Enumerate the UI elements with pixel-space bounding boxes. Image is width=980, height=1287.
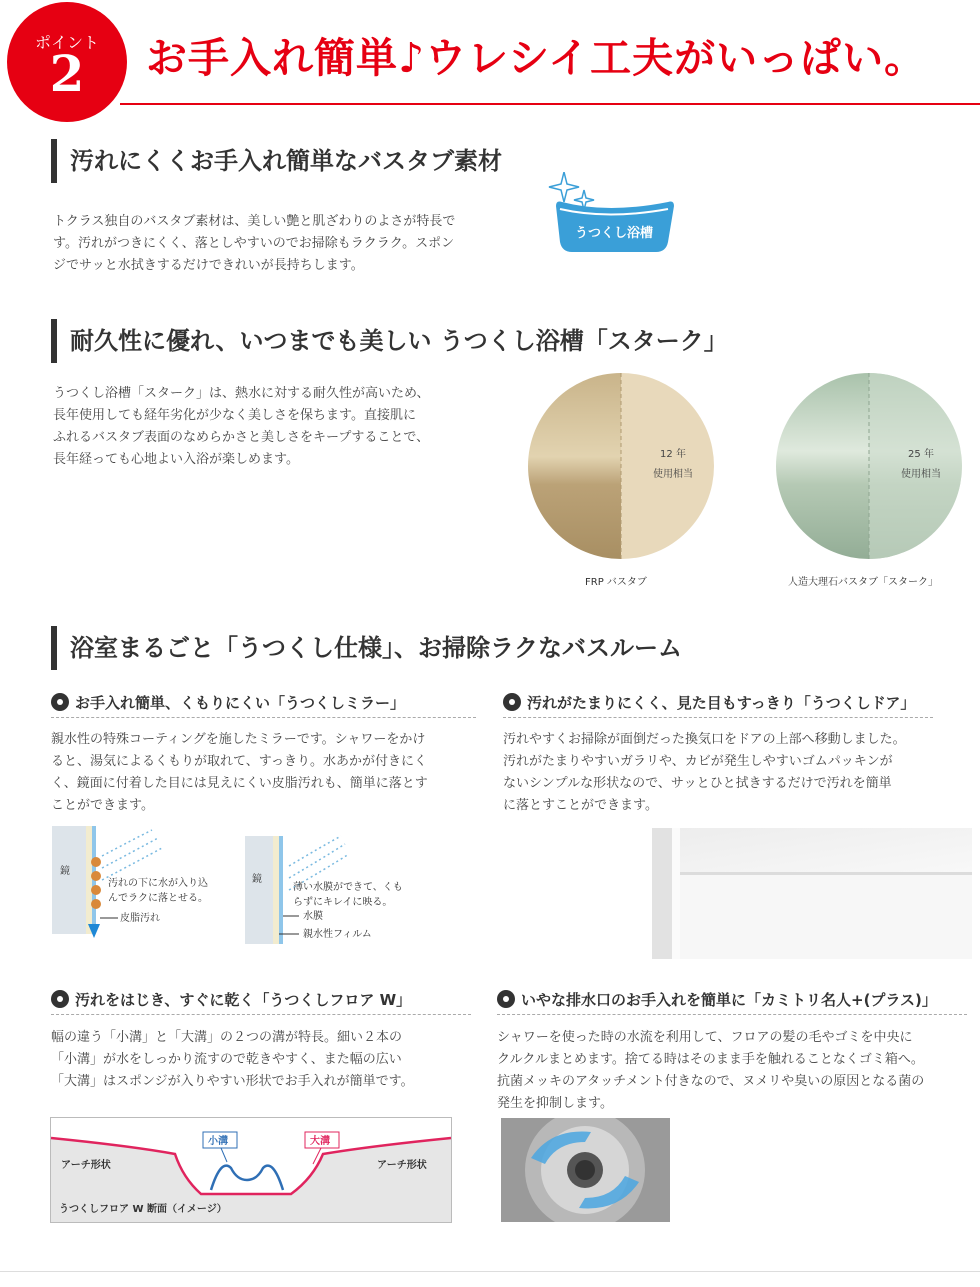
large-groove-label: 大溝 bbox=[310, 1136, 330, 1147]
diagram-note: 汚れの下に水が入り込 bbox=[108, 878, 208, 889]
hydrophilic-film-label: 親水性フィルム bbox=[303, 929, 372, 940]
header-divider bbox=[120, 103, 980, 105]
text-line: シャワーを使った時の水流を利用して、フロアの髪の毛やゴミを中央に bbox=[497, 1030, 913, 1045]
stark-caption: 人造大理石バスタブ「スターク」 bbox=[788, 577, 938, 588]
years-text: 12 年 bbox=[660, 449, 686, 460]
stark-description bbox=[53, 383, 493, 471]
text-line: ふれるバスタブ表面のなめらかさと美しさをキープすることで、 bbox=[53, 430, 430, 445]
sparkle-bathtub-icon bbox=[548, 172, 678, 262]
drain-description bbox=[497, 1027, 977, 1115]
mirror-label: 鏡 bbox=[60, 866, 70, 877]
logo-text: うつくし浴槽 bbox=[574, 226, 653, 241]
mirror-diagram-film bbox=[245, 830, 425, 946]
text-line: 発生を抑制します。 bbox=[497, 1096, 613, 1111]
mirror-description bbox=[51, 729, 491, 817]
mirror-label: 鏡 bbox=[252, 874, 262, 885]
usage-text: 使用相当 bbox=[653, 469, 693, 480]
text-line: 「大溝」はスポンジが入りやすい形状でお手入れが簡単です。 bbox=[51, 1074, 414, 1089]
text-line: 親水性の特殊コーティングを施したミラーです。シャワーをかけ bbox=[51, 732, 426, 747]
text-line: トクラス独自のバスタブ素材は、美しい艶と肌ざわりのよさが特長で bbox=[53, 214, 456, 229]
bullet-icon bbox=[497, 990, 515, 1008]
floor-description bbox=[51, 1027, 481, 1093]
text-line: 「小溝」が水をしっかり流すので乾きやすく、また幅の広い bbox=[51, 1052, 402, 1067]
text-line: ジでサッと水拭きするだけできれいが長持ちします。 bbox=[53, 258, 364, 273]
text-line: 汚れやすくお掃除が面倒だった換気口をドアの上部へ移動しました。 bbox=[503, 732, 906, 747]
sebum-label: 皮脂汚れ bbox=[120, 913, 160, 924]
text-line: ないシンプルな形状なので、サッとひと拭きするだけで汚れを簡単 bbox=[503, 776, 892, 791]
water-film-label: 水膜 bbox=[303, 911, 323, 922]
bullet-icon bbox=[503, 693, 521, 711]
diagram-note: らずにキレイに映る。 bbox=[293, 897, 393, 908]
point-badge-number: 2 bbox=[49, 44, 85, 103]
floor-diagram-caption: うつくしフロア W 断面（イメージ） bbox=[59, 1204, 227, 1215]
frp-caption: FRP バスタブ bbox=[585, 577, 647, 588]
frp-years-label bbox=[638, 445, 708, 485]
text-line: 長年経っても心地よい入浴が楽しめます。 bbox=[53, 452, 299, 467]
text-line: 汚れがたまりやすいガラリや、カビが発生しやすいゴムパッキンが bbox=[503, 754, 893, 769]
point-badge bbox=[7, 2, 127, 122]
door-description bbox=[503, 729, 973, 817]
text-line: に落とすことができます。 bbox=[503, 798, 658, 813]
diagram-note: んでラクに落とせる。 bbox=[108, 893, 208, 904]
small-groove-label: 小溝 bbox=[208, 1136, 228, 1147]
point-badge-label: ポイント bbox=[34, 33, 99, 52]
door-heading bbox=[503, 688, 933, 718]
mirror-diagram-sebum bbox=[52, 826, 232, 944]
text-line: 幅の違う「小溝」と「大溝」の２つの溝が特長。細い２本の bbox=[51, 1030, 403, 1045]
floor-cross-section-diagram bbox=[50, 1117, 452, 1223]
text-line: 抗菌メッキのアタッチメント付きなので、ヌメリや臭いの原因となる菌の bbox=[497, 1074, 925, 1089]
footer-divider bbox=[0, 1271, 980, 1272]
drain-heading-text: いやな排水口のお手入れを簡単に「カミトリ名人+(プラス)」 bbox=[521, 991, 937, 1009]
bullet-icon bbox=[51, 693, 69, 711]
years-text: 25 年 bbox=[908, 449, 934, 460]
text-line: ことができます。 bbox=[51, 798, 154, 813]
mirror-heading-text: お手入れ簡単、くもりにくい「うつくしミラー」 bbox=[75, 694, 406, 712]
stark-years-label bbox=[886, 445, 956, 485]
drain-heading bbox=[497, 985, 967, 1015]
usage-text: 使用相当 bbox=[901, 469, 941, 480]
page-title: お手入れ簡単♪ウレシイ工夫がいっぱい。 bbox=[146, 34, 927, 82]
section-heading-stark: 耐久性に優れ、いつまでも美しい うつくし浴槽「スターク」 bbox=[51, 319, 728, 363]
text-line: うつくし浴槽「スターク」は、熱水に対する耐久性が高いため、 bbox=[53, 386, 430, 401]
floor-heading bbox=[51, 985, 471, 1015]
diagram-note: 薄い水膜ができて、くも bbox=[293, 882, 403, 893]
section-heading-bathroom: 浴室まるごと「うつくし仕様」、お掃除ラクなバスルーム bbox=[51, 626, 682, 670]
text-line: す。汚れがつきにくく、落としやすいのでお掃除もラクラク。スポン bbox=[53, 236, 455, 251]
text-line: クルクルまとめます。捨てる時はそのまま手を触れることなくゴミ箱へ。 bbox=[497, 1052, 924, 1067]
arch-left-label: アーチ形状 bbox=[61, 1160, 111, 1171]
text-line: く、鏡面に付着した目には見えにくい皮脂汚れも、簡単に落とす bbox=[51, 776, 428, 791]
section-heading-material: 汚れにくくお手入れ簡単なバスタブ素材 bbox=[51, 139, 502, 183]
material-description bbox=[53, 211, 523, 277]
door-photo bbox=[652, 828, 972, 959]
text-line: 長年使用しても経年劣化が少なく美しさを保ちます。直接肌に bbox=[53, 408, 416, 423]
bullet-icon bbox=[51, 990, 69, 1008]
door-heading-text: 汚れがたまりにくく、見た目もすっきり「うつくしドア」 bbox=[527, 694, 916, 712]
text-line: ると、湯気によるくもりが取れて、すっきり。水あかが付きにく bbox=[51, 754, 427, 769]
drain-photo bbox=[501, 1118, 670, 1222]
arch-right-label: アーチ形状 bbox=[377, 1160, 427, 1171]
utsukushi-yokusou-logo bbox=[548, 172, 678, 262]
mirror-heading bbox=[51, 688, 476, 718]
floor-heading-text: 汚れをはじき、すぐに乾く「うつくしフロア W」 bbox=[75, 991, 412, 1009]
